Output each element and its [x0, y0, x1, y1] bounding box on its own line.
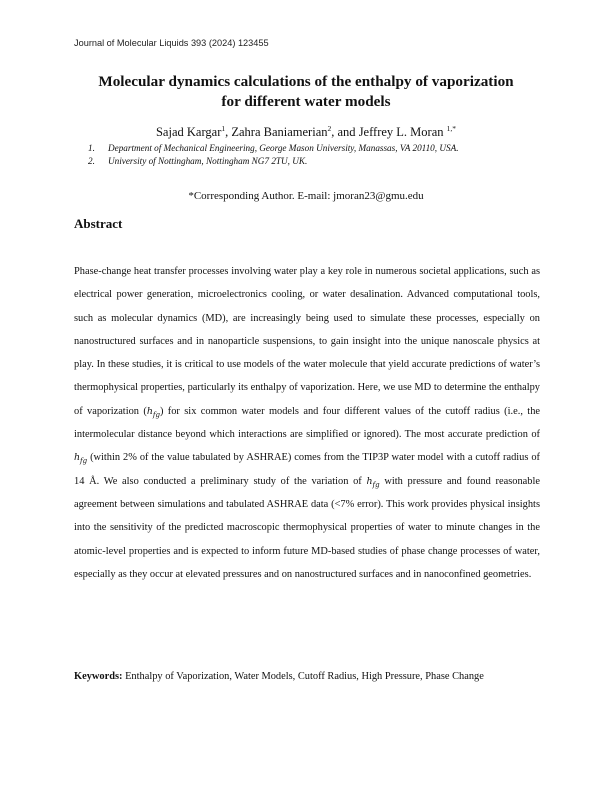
author-separator: , and [331, 125, 359, 139]
affiliation-text: Department of Mechanical Engineering, George Mason University, Manassas, VA 20110, USA. [108, 143, 459, 153]
author-affil-mark: 1,* [446, 123, 456, 133]
title-line-2: for different water models [221, 93, 391, 110]
abstract-segment: Phase-change heat transfer processes involving water play a key role in numerous societal applications, such as electrical power generation, microelectronics cooling, or water desalination. Advanced computational tools, such as molecular dynamics (MD), are increasingly being used to simulate these processes, especially on nanostructured surfaces and in nanoparticle suspensions, to gain insight into the unique nanoscale physics at play. In these studies, it is critical to use models of the water molecule that yield accurate predictions of water’s thermophysical properties, particularly its enthalpy of vaporization. Here, we use MD to determine the enthalpy of vaporization ( [74, 266, 540, 417]
author-name: Jeffrey L. Moran [358, 125, 444, 139]
keywords-text: Enthalpy of Vaporization, Water Models, Cutoff Radius, High Pressure, Phase Change [122, 671, 484, 682]
abstract-segment: with pressure and found reasonable agreement between simulations and tabulated ASHRAE data (<7% error). This work provides physical insights into the sensitivity of the predicted macroscopic thermophysical properties of water to minute changes in the atomic-level properties and is expected to inform future MD-based studies of phase change processes of water, especially as they occur at elevated pressures and on nanostructured surfaces and in nanoconfined geometries. [74, 475, 540, 580]
author-name: Sajad Kargar [155, 125, 222, 139]
corresponding-author: *Corresponding Author. E-mail: jmoran23@gmu.edu [188, 190, 424, 202]
hfg-sub: fg [152, 410, 160, 419]
affiliation-number: 2. [88, 156, 95, 166]
author-list [60, 124, 552, 140]
keywords-line [74, 671, 554, 682]
author-affil-mark: 1 [221, 123, 226, 133]
keywords-label: Keywords: [74, 671, 123, 682]
abstract-segment: (within 2% of the value tabulated by ASHRAE) comes from the TIP3P water model with a cutoff radius of 14 Å. We also conducted a preliminary study of the variation of [74, 452, 540, 487]
abstract-text [74, 260, 540, 586]
hfg-sub: fg [372, 480, 380, 489]
paper-title [60, 72, 552, 112]
journal-reference: Journal of Molecular Liquids 393 (2024) 123455 [74, 38, 269, 48]
author-affil-mark: 2 [327, 123, 332, 133]
title-line-1: Molecular dynamics calculations of the enthalpy of vaporization [98, 73, 514, 90]
affiliation-item [88, 155, 568, 168]
hfg-symbol [147, 406, 160, 417]
affiliation-text: University of Nottingham, Nottingham NG7 2TU, UK. [108, 156, 308, 166]
author-name: Zahra Baniamerian [231, 125, 328, 139]
hfg-symbol [367, 476, 380, 487]
hfg-sub: fg [80, 457, 88, 466]
hfg-main: h [366, 475, 373, 487]
affiliation-item [88, 142, 568, 155]
abstract-segment: ) for six common water models and four different values of the cutoff radius (i.e., the intermolecular distance beyond which interactions are simplified or ignored). The most accurate prediction of [74, 405, 540, 441]
author-separator: , [225, 125, 232, 139]
abstract-heading: Abstract [74, 216, 123, 231]
affiliations [88, 142, 568, 168]
affiliation-number: 1. [88, 143, 95, 153]
hfg-main: h [74, 452, 81, 464]
hfg-main: h [146, 405, 153, 417]
hfg-symbol [74, 452, 88, 466]
